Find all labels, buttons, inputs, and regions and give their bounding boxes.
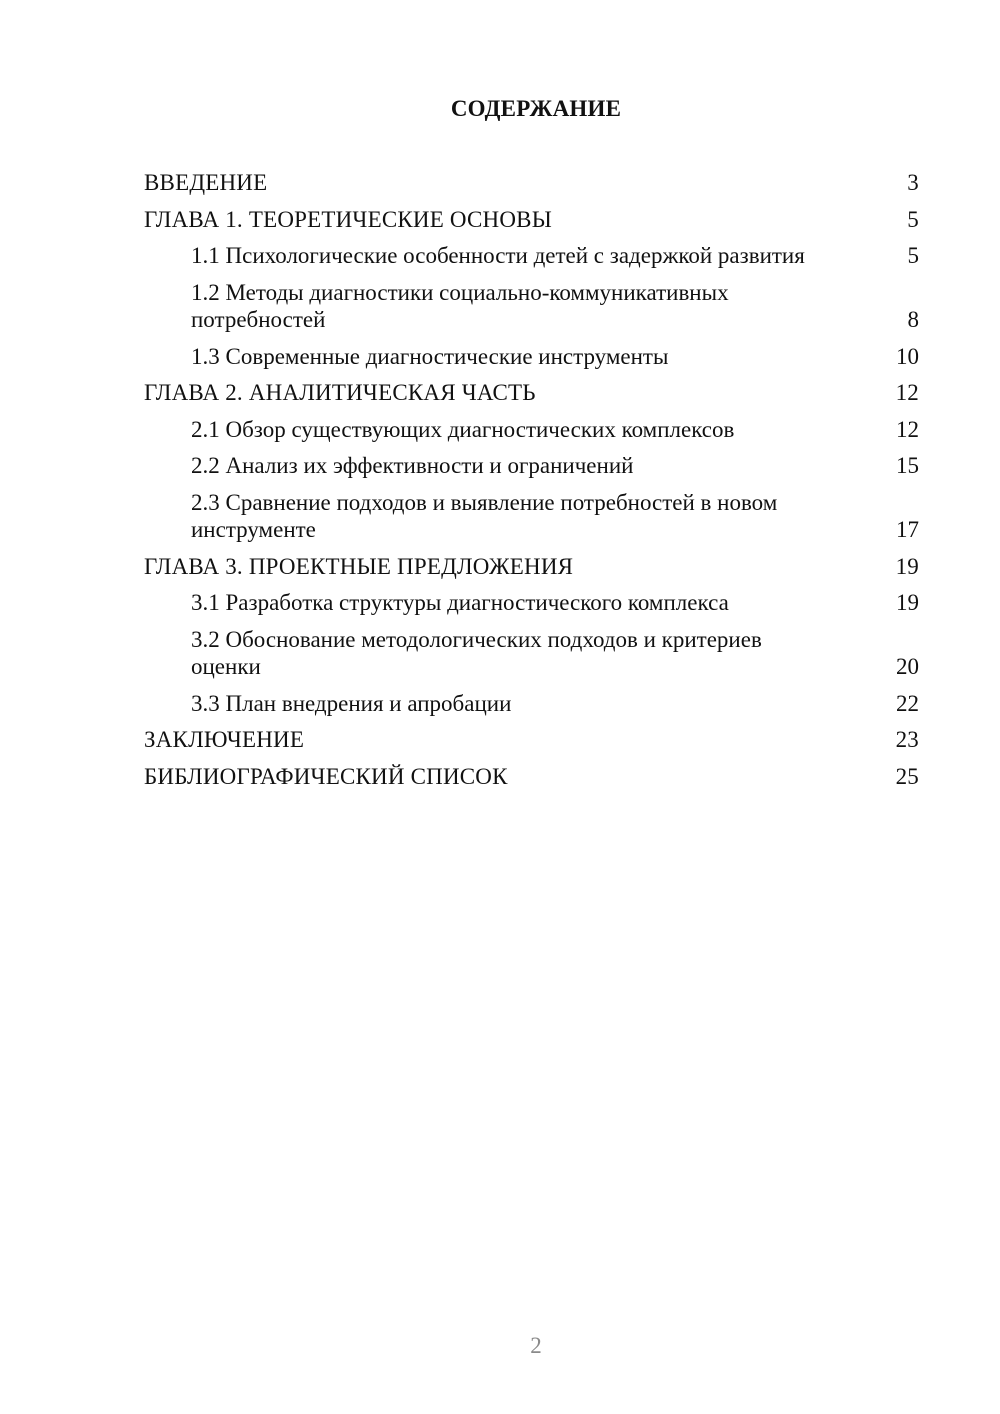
toc-entry-page: 8 [907,307,919,332]
toc-entry-chapter-1 [144,206,919,234]
toc-entry-bibliography [144,763,919,791]
page-title: СОДЕРЖАНИЕ [450,96,622,121]
toc-entry-section-3-1 [144,589,919,617]
toc-entry-text: 2.2 Анализ их эффективности и ограничений [191,453,634,478]
toc-entry-page: 20 [896,654,919,679]
toc-entry-text: ГЛАВА 2. АНАЛИТИЧЕСКАЯ ЧАСТЬ [144,380,536,405]
toc-entry-page: 23 [895,727,919,752]
toc-entry-text: 1.3 Современные диагностические инструменты [191,343,669,369]
toc-entry-section-3-3 [144,690,919,718]
toc-entry-text: 3.1 Разработка структуры диагностического комплекса [191,590,729,615]
toc-entry-section-3-2 [144,626,919,681]
toc-entry-page: 5 [907,243,919,268]
toc-entry-text: ВВЕДЕНИЕ [144,170,268,195]
toc-entry-text: 2.1 Обзор существующих диагностических комплексов [191,416,735,442]
toc-entry-chapter-3 [144,553,919,581]
toc-entry-page: 12 [895,380,919,405]
toc-entry-section-2-2 [144,452,919,480]
toc-entry-page: 19 [896,590,919,615]
toc-entry-page: 22 [896,690,919,716]
toc-entry-chapter-2 [144,379,919,407]
toc-entry-page: 3 [907,170,919,195]
toc-entry-text: 3.2 Обоснование методологических подходов и критериев оценки [191,626,762,679]
toc-entry-text: 2.3 Сравнение подходов и выявление потребностей в новом инструменте [191,489,778,542]
toc-entry-page: 10 [896,343,919,369]
toc-entry-section-1-1 [144,242,919,270]
toc-entry-page: 5 [907,206,919,232]
toc-entry-text: ГЛАВА 1. ТЕОРЕТИЧЕСКИЕ ОСНОВЫ [144,206,552,232]
toc-entry-page: 19 [895,553,919,579]
toc-entry-section-2-1 [144,416,919,444]
toc-entry-text: ГЛАВА 3. ПРОЕКТНЫЕ ПРЕДЛОЖЕНИЯ [144,553,574,579]
toc-entry-text: БИБЛИОГРАФИЧЕСКИЙ СПИСОК [144,763,508,789]
toc-entry-section-2-3 [144,489,919,544]
toc-entry-page: 25 [895,763,919,789]
toc-entry-text: 3.3 План внедрения и апробации [191,690,512,716]
toc-entry-page: 17 [896,517,919,542]
toc-entry-text: ЗАКЛЮЧЕНИЕ [144,727,305,752]
toc-entry-text: 1.2 Методы диагностики социально-коммуникативных потребностей [191,279,729,332]
toc-entry-conclusion [144,726,919,754]
toc-entry-page: 12 [896,416,919,442]
page-number: 2 [530,1333,542,1358]
table-of-contents [144,169,919,799]
toc-entry-introduction [144,169,919,197]
toc-entry-section-1-3 [144,343,919,371]
toc-entry-text: 1.1 Психологические особенности детей с задержкой развития [191,243,805,268]
toc-entry-section-1-2 [144,279,919,334]
toc-entry-page: 15 [896,453,919,478]
